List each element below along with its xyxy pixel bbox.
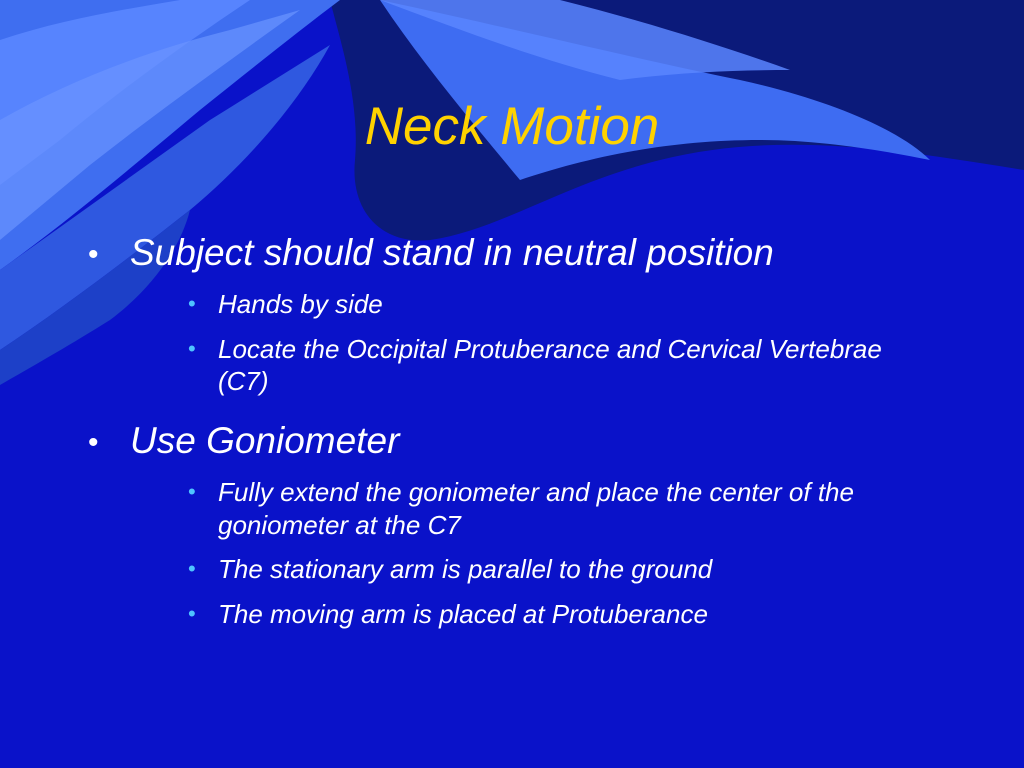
sub-bullet-text: Locate the Occipital Protuberance and Cervical Vertebrae (C7) bbox=[218, 333, 882, 397]
sub-bullet-dot-icon: • bbox=[188, 335, 196, 361]
bullet-group-1 bbox=[80, 230, 980, 398]
bullet-dot-icon: • bbox=[88, 425, 99, 459]
sub-bullet-dot-icon: • bbox=[188, 291, 196, 317]
bullet-level1 bbox=[80, 418, 980, 464]
sub-bullet-text: The moving arm is placed at Protuberance bbox=[218, 598, 708, 629]
bullet-level1 bbox=[80, 230, 980, 276]
bullet-text: Use Goniometer bbox=[130, 419, 400, 461]
bullet-level2 bbox=[188, 598, 938, 631]
slide-content bbox=[80, 230, 980, 650]
bullet-text: Subject should stand in neutral position bbox=[130, 232, 774, 273]
sub-bullet-dot-icon: • bbox=[188, 556, 196, 581]
sub-bullet-dot-icon: • bbox=[188, 479, 196, 504]
slide-title: Neck Motion bbox=[364, 97, 660, 156]
bullet-level2 bbox=[188, 288, 938, 321]
sub-bullet-text: Fully extend the goniometer and place the center of the goniometer at the C7 bbox=[218, 477, 854, 540]
sub-bullet-dot-icon: • bbox=[188, 600, 196, 626]
bullet-level2 bbox=[188, 476, 938, 541]
bullet-level2 bbox=[188, 333, 938, 398]
bullet-dot-icon: • bbox=[88, 238, 99, 271]
bullet-group-2 bbox=[80, 418, 980, 630]
sub-bullet-text: The stationary arm is parallel to the ground bbox=[218, 554, 713, 584]
sub-bullet-text: Hands by side bbox=[218, 289, 383, 320]
bullet-level2 bbox=[188, 553, 938, 586]
